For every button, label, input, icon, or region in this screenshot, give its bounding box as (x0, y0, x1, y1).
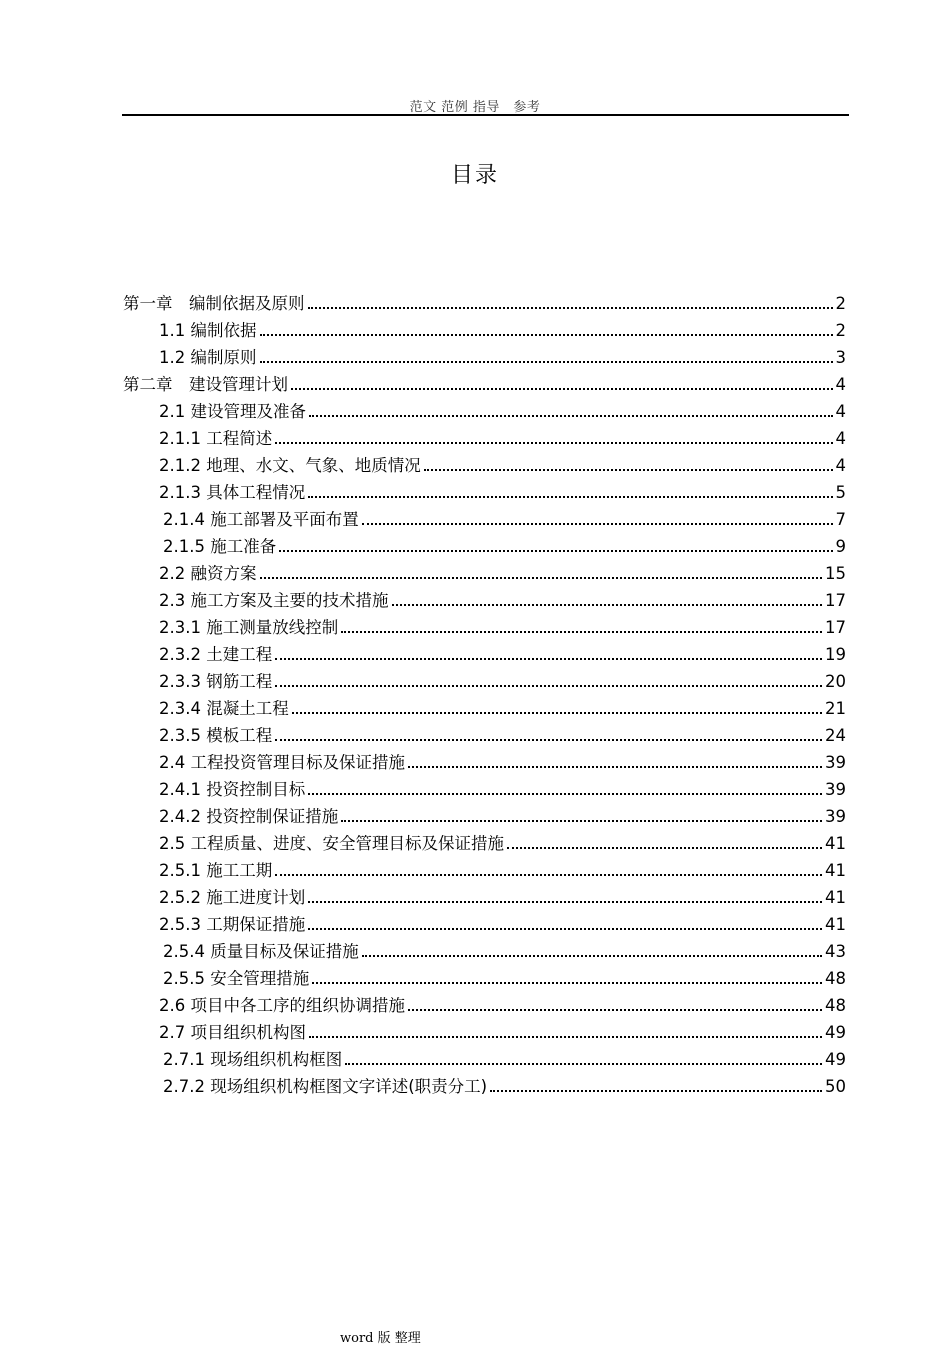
toc-dot-leader (260, 361, 833, 363)
toc-entry-page-number: 41 (825, 888, 846, 907)
toc-entry-page-number: 17 (825, 591, 846, 610)
toc-dot-leader (408, 1009, 822, 1011)
toc-dot-leader (312, 982, 822, 984)
toc-entry-label: 2.4 工程投资管理目标及保证措施 (159, 753, 405, 772)
toc-dot-leader (362, 523, 833, 525)
toc-entry[interactable] (123, 614, 846, 641)
toc-entry-page-number: 39 (825, 807, 846, 826)
toc-entry[interactable] (123, 695, 846, 722)
toc-entry-label: 2.5.3 工期保证措施 (159, 915, 306, 934)
toc-dot-leader (275, 658, 822, 660)
toc-entry-page-number: 7 (835, 510, 846, 529)
toc-dot-leader (345, 1063, 822, 1065)
toc-dot-leader (341, 631, 822, 633)
toc-entry[interactable] (123, 371, 846, 398)
toc-entry-label: 第二章 建设管理计划 (123, 375, 288, 394)
toc-entry-page-number: 15 (825, 564, 846, 583)
toc-entry[interactable] (123, 452, 846, 479)
toc-dot-leader (490, 1090, 822, 1092)
toc-dot-leader (341, 820, 822, 822)
toc-entry-label: 2.3.3 钢筋工程 (159, 672, 273, 691)
toc-entry[interactable] (123, 1019, 846, 1046)
toc-entry-label: 1.1 编制依据 (159, 321, 257, 340)
toc-entry-label: 2.3.5 模板工程 (159, 726, 273, 745)
toc-entry[interactable] (123, 803, 846, 830)
toc-entry[interactable] (123, 965, 846, 992)
toc-entry[interactable] (123, 533, 846, 560)
toc-entry-label: 2.7 项目组织机构图 (159, 1023, 306, 1042)
toc-entry-page-number: 5 (835, 483, 846, 502)
toc-entry-page-number: 9 (835, 537, 846, 556)
toc-entry-page-number: 20 (825, 672, 846, 691)
toc-entry[interactable] (123, 1073, 846, 1100)
toc-entry-label: 2.5.5 安全管理措施 (163, 969, 310, 988)
toc-entry-label: 2.4.1 投资控制目标 (159, 780, 306, 799)
toc-dot-leader (260, 334, 833, 336)
page-title: 目录 (450, 163, 499, 188)
toc-entry[interactable] (123, 1046, 846, 1073)
toc-entry-label: 2.1.1 工程简述 (159, 429, 273, 448)
toc-entry-label: 2.3.2 土建工程 (159, 645, 273, 664)
toc-dot-leader (275, 685, 822, 687)
toc-entry[interactable] (123, 938, 846, 965)
toc-entry-label: 2.1.2 地理、水文、气象、地质情况 (159, 456, 421, 475)
toc-entry-label: 2.7.1 现场组织机构框图 (163, 1050, 343, 1069)
toc-entry-page-number: 4 (835, 456, 846, 475)
toc-dot-leader (309, 415, 833, 417)
toc-entry[interactable] (123, 668, 846, 695)
toc-entry-page-number: 4 (835, 375, 846, 394)
toc-dot-leader (308, 793, 822, 795)
page-header-text: 范文 范例 指导 参考 (409, 100, 541, 115)
toc-dot-leader (260, 577, 823, 579)
toc-entry-page-number: 49 (825, 1023, 846, 1042)
toc-entry-page-number: 43 (825, 942, 846, 961)
toc-entry[interactable] (123, 587, 846, 614)
toc-entry-label: 2.1.3 具体工程情况 (159, 483, 306, 502)
toc-entry-label: 2.4.2 投资控制保证措施 (159, 807, 339, 826)
table-of-contents (123, 290, 846, 1100)
toc-entry-page-number: 49 (825, 1050, 846, 1069)
toc-dot-leader (392, 604, 823, 606)
page-footer-text: word 版 整理 (340, 1331, 421, 1346)
toc-entry-label: 2.5.1 施工工期 (159, 861, 273, 880)
toc-entry[interactable] (123, 749, 846, 776)
toc-entry[interactable] (123, 911, 846, 938)
toc-entry-label: 2.5.2 施工进度计划 (159, 888, 306, 907)
toc-entry-label: 1.2 编制原则 (159, 348, 257, 367)
toc-entry-page-number: 41 (825, 915, 846, 934)
toc-dot-leader (408, 766, 822, 768)
toc-entry[interactable] (123, 290, 846, 317)
toc-entry[interactable] (123, 398, 846, 425)
toc-entry-page-number: 4 (835, 402, 846, 421)
toc-entry[interactable] (123, 884, 846, 911)
toc-entry[interactable] (123, 506, 846, 533)
toc-dot-leader (279, 550, 832, 552)
toc-entry-page-number: 39 (825, 753, 846, 772)
header-rule (122, 114, 849, 116)
toc-entry-label: 2.1.4 施工部署及平面布置 (163, 510, 359, 529)
toc-entry-page-number: 39 (825, 780, 846, 799)
toc-entry-label: 2.5 工程质量、进度、安全管理目标及保证措施 (159, 834, 504, 853)
toc-entry[interactable] (123, 560, 846, 587)
toc-entry[interactable] (123, 722, 846, 749)
toc-entry-label: 2.3 施工方案及主要的技术措施 (159, 591, 389, 610)
toc-dot-leader (275, 442, 832, 444)
toc-entry-page-number: 3 (835, 348, 846, 367)
toc-entry-label: 2.1 建设管理及准备 (159, 402, 306, 421)
toc-dot-leader (507, 847, 822, 849)
toc-dot-leader (308, 928, 822, 930)
toc-entry-page-number: 4 (835, 429, 846, 448)
toc-entry-label: 2.3.1 施工测量放线控制 (159, 618, 339, 637)
toc-dot-leader (275, 739, 822, 741)
toc-entry[interactable] (123, 830, 846, 857)
toc-entry-page-number: 2 (835, 294, 846, 313)
toc-entry-page-number: 2 (835, 321, 846, 340)
toc-entry[interactable] (123, 641, 846, 668)
toc-entry-page-number: 41 (825, 861, 846, 880)
toc-entry-label: 2.3.4 混凝土工程 (159, 699, 289, 718)
toc-dot-leader (308, 307, 833, 309)
toc-dot-leader (309, 1036, 822, 1038)
toc-entry-label: 2.5.4 质量目标及保证措施 (163, 942, 359, 961)
toc-entry[interactable] (123, 479, 846, 506)
toc-entry[interactable] (123, 344, 846, 371)
toc-entry[interactable] (123, 317, 846, 344)
toc-dot-leader (308, 496, 832, 498)
toc-dot-leader (275, 874, 822, 876)
toc-entry[interactable] (123, 776, 846, 803)
toc-dot-leader (424, 469, 833, 471)
toc-dot-leader (291, 388, 833, 390)
toc-entry-label: 第一章 编制依据及原则 (123, 294, 305, 313)
toc-entry-page-number: 24 (825, 726, 846, 745)
toc-dot-leader (292, 712, 822, 714)
toc-entry-label: 2.7.2 现场组织机构框图文字详述(职责分工) (163, 1077, 488, 1096)
toc-entry-label: 2.6 项目中各工序的组织协调措施 (159, 996, 405, 1015)
toc-entry-page-number: 17 (825, 618, 846, 637)
toc-dot-leader (308, 901, 822, 903)
toc-entry-page-number: 48 (825, 996, 846, 1015)
toc-entry-page-number: 41 (825, 834, 846, 853)
toc-entry[interactable] (123, 425, 846, 452)
toc-entry-label: 2.1.5 施工准备 (163, 537, 277, 556)
toc-entry-page-number: 50 (825, 1077, 846, 1096)
toc-entry[interactable] (123, 992, 846, 1019)
toc-entry[interactable] (123, 857, 846, 884)
toc-dot-leader (362, 955, 822, 957)
toc-entry-page-number: 19 (825, 645, 846, 664)
toc-entry-page-number: 21 (825, 699, 846, 718)
toc-entry-label: 2.2 融资方案 (159, 564, 257, 583)
toc-entry-page-number: 48 (825, 969, 846, 988)
